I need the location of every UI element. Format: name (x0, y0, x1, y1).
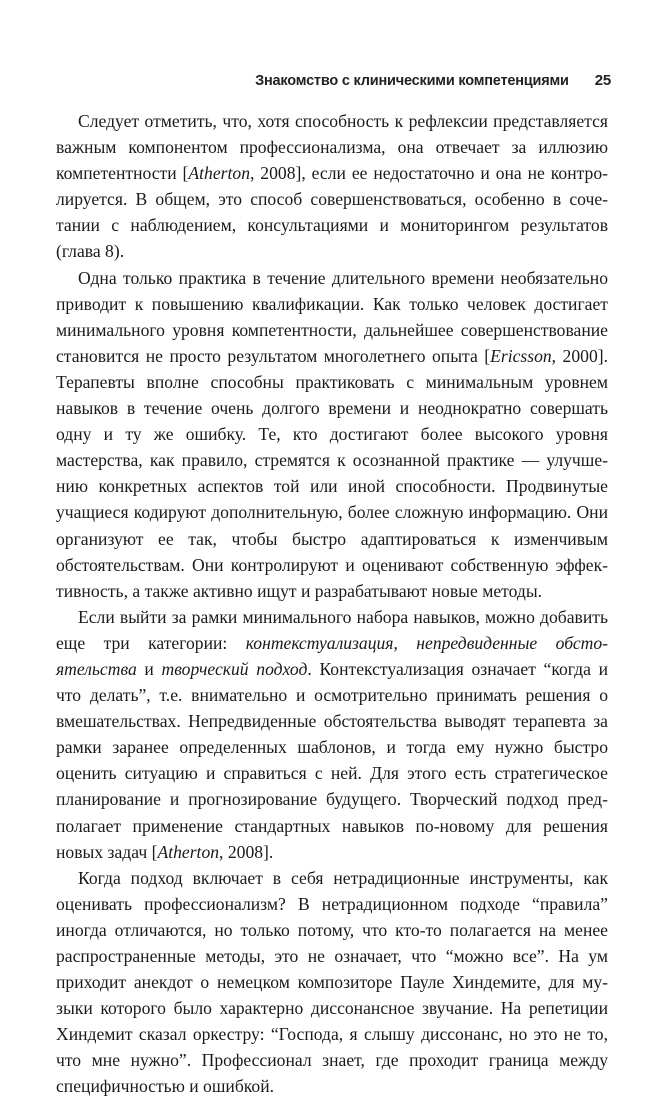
chapter-title: Знакомство с клиническими компетенциями (255, 73, 569, 89)
italic-text: непредвиденные обстоятельства (56, 632, 608, 679)
italic-text: Atherton (157, 841, 220, 862)
paragraph-1 (56, 108, 608, 265)
page-number: 25 (594, 72, 611, 89)
italic-text: творческий подход (161, 658, 308, 679)
paragraph-2 (56, 265, 608, 604)
paragraph-3 (56, 604, 608, 865)
body-text (56, 108, 608, 1100)
text-run: . Контекстуализация означает “когда и что делать”, т.е. внимательно и осмотрительно принимать решения о вмешательствах. Непредвиденные обстоятельства выводят терапевта за рамки заранее определенных шаблонов, и тогда ему нужно быстро оценить ситуацию и справиться с ней. Для этого есть стратегическое планирование и прогнозирование будущего. Творческий подход предполагает применение стандартных навыков по-новому для решения новых задач [ (56, 658, 608, 862)
text-run: и (136, 658, 162, 679)
running-header (60, 72, 611, 94)
text-run: , (393, 632, 417, 653)
text-run: , 2008]. (219, 841, 274, 862)
text-run: , 2000]. Терапевты вполне способны практиковать с минимальным уровнем навыков в течение очень долгого времени и неоднократно совершать одну и ту же ошибку. Те, кто достигают более высокого уровня мастерства, как правило, стремятся к осознанной практике — улучшению конкретных аспектов той или иной способности. Продвинутые учащиеся кодируют дополнительную, более сложную информацию. Они организуют ее так, чтобы быстро адаптироваться к изменчивым обстоятельствам. Они контролируют и оценивают собственную эффективность, а также активно ищут и разрабатывают новые методы. (56, 345, 608, 601)
italic-text: Atherton (188, 163, 250, 184)
italic-text: Ericsson (490, 345, 552, 366)
text-run: Если выйти за рамки минимального набора навыков, можно добавить еще три категории: (56, 606, 608, 653)
text-run: , 2008], если ее недостаточно и она не контролируется. В общем, это способ совершенствоваться, особенно в сочетании с наблюдением, консультациями и мониторингом результатов (глава 8). (56, 163, 608, 262)
text-run: Одна только практика в течение длительного времени необязательно приводит к повышению квалификации. Как только человек достигает минимального уровня компетентности, дальнейшее совершенствование становится не просто результатом многолетнего опыта [ (56, 267, 608, 366)
text-run: Следует отметить, что, хотя способность к рефлексии представляется важным компонентом профессионализма, она отвечает за иллюзию компетентности [ (56, 111, 608, 184)
text-run: Когда подход включает в себя нетрадиционные инструменты, как оценивать профессионализм? В нетрадиционном подходе “правила” иногда отличаются, но только потому, что кто-то полагается на менее распространенные методы, это не означает, что “можно все”. На ум приходит анекдот о немецком композиторе Пауле Хиндемите, для музыки которого было характерно диссонансное звучание. На репетиции Хиндемит сказал оркестру: “Господа, я слышу диссонанс, но это не то, что мне нужно”. Профессионал знает, где проходит граница между специфичностью и ошибкой. (56, 867, 608, 1097)
paragraph-4 (56, 865, 608, 1100)
italic-text: контекстуализация (245, 632, 394, 653)
